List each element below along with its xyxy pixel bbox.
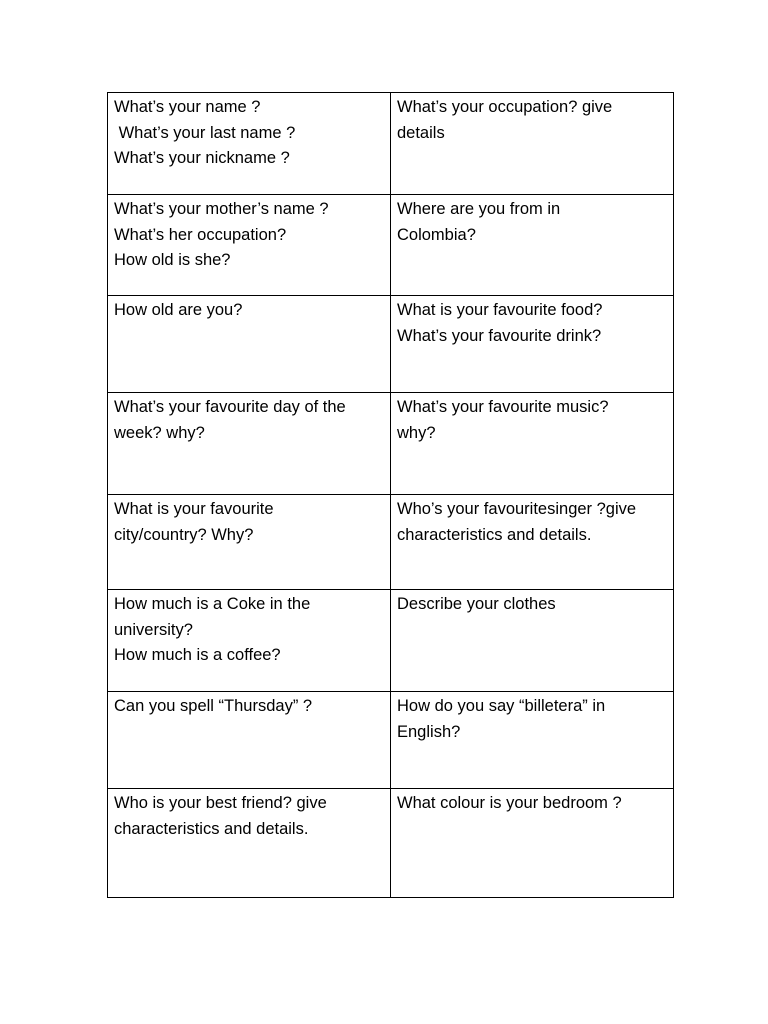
question-text: Can you spell “Thursday” ? bbox=[114, 697, 313, 715]
table-row bbox=[108, 590, 674, 692]
question-card bbox=[391, 93, 674, 195]
question-text: university? bbox=[114, 620, 193, 639]
question-text: details bbox=[397, 123, 445, 142]
question-text: What’s your favourite day of the bbox=[114, 398, 346, 416]
question-text: week? why? bbox=[114, 423, 205, 442]
question-card bbox=[391, 393, 674, 495]
question-card bbox=[391, 195, 674, 296]
question-cards-table bbox=[107, 92, 674, 898]
question-text: Where are you from in bbox=[397, 200, 561, 218]
question-text: why? bbox=[397, 423, 436, 442]
table-row bbox=[108, 789, 674, 898]
question-card bbox=[391, 692, 674, 789]
question-card bbox=[391, 296, 674, 393]
question-card bbox=[391, 495, 674, 590]
question-text: How old is she? bbox=[114, 251, 231, 269]
question-text: city/country? Why? bbox=[114, 525, 254, 544]
table-row bbox=[108, 495, 674, 590]
table-row bbox=[108, 393, 674, 495]
question-text: What’s your name ? bbox=[114, 98, 261, 116]
question-text: What’s your mother’s name ? bbox=[114, 200, 329, 218]
question-text: How old are you? bbox=[114, 301, 243, 319]
question-card bbox=[108, 195, 391, 296]
table-row bbox=[108, 195, 674, 296]
question-card bbox=[108, 93, 391, 195]
question-card bbox=[108, 590, 391, 692]
question-card bbox=[391, 789, 674, 898]
question-text: Colombia? bbox=[397, 225, 476, 244]
question-text: What’s your occupation? give bbox=[397, 98, 613, 116]
question-text: How much is a coffee? bbox=[114, 646, 281, 664]
question-card bbox=[108, 393, 391, 495]
question-text: What’s your favourite drink? bbox=[397, 326, 602, 345]
question-text: Describe your clothes bbox=[397, 595, 556, 613]
question-text: Who’s your favouritesinger ?give bbox=[397, 500, 637, 518]
question-card bbox=[108, 296, 391, 393]
question-text: What is your favourite food? bbox=[397, 301, 603, 319]
question-text: What’s her occupation? bbox=[114, 225, 287, 244]
table-row bbox=[108, 93, 674, 195]
question-text: What colour is your bedroom ? bbox=[397, 794, 622, 812]
question-text: How do you say “billetera” in bbox=[397, 697, 606, 715]
question-text: characteristics and details. bbox=[397, 525, 592, 544]
question-text: English? bbox=[397, 722, 461, 741]
question-card bbox=[391, 590, 674, 692]
question-text: Who is your best friend? give bbox=[114, 794, 327, 812]
question-card bbox=[108, 789, 391, 898]
question-card bbox=[108, 692, 391, 789]
question-text: What’s your last name ? bbox=[114, 123, 296, 142]
question-text: What is your favourite bbox=[114, 500, 274, 518]
question-card bbox=[108, 495, 391, 590]
question-text: How much is a Coke in the bbox=[114, 595, 311, 613]
question-text: What’s your favourite music? bbox=[397, 398, 609, 416]
question-text: What’s your nickname ? bbox=[114, 149, 290, 167]
table-row bbox=[108, 692, 674, 789]
table-row bbox=[108, 296, 674, 393]
question-text: characteristics and details. bbox=[114, 819, 309, 838]
